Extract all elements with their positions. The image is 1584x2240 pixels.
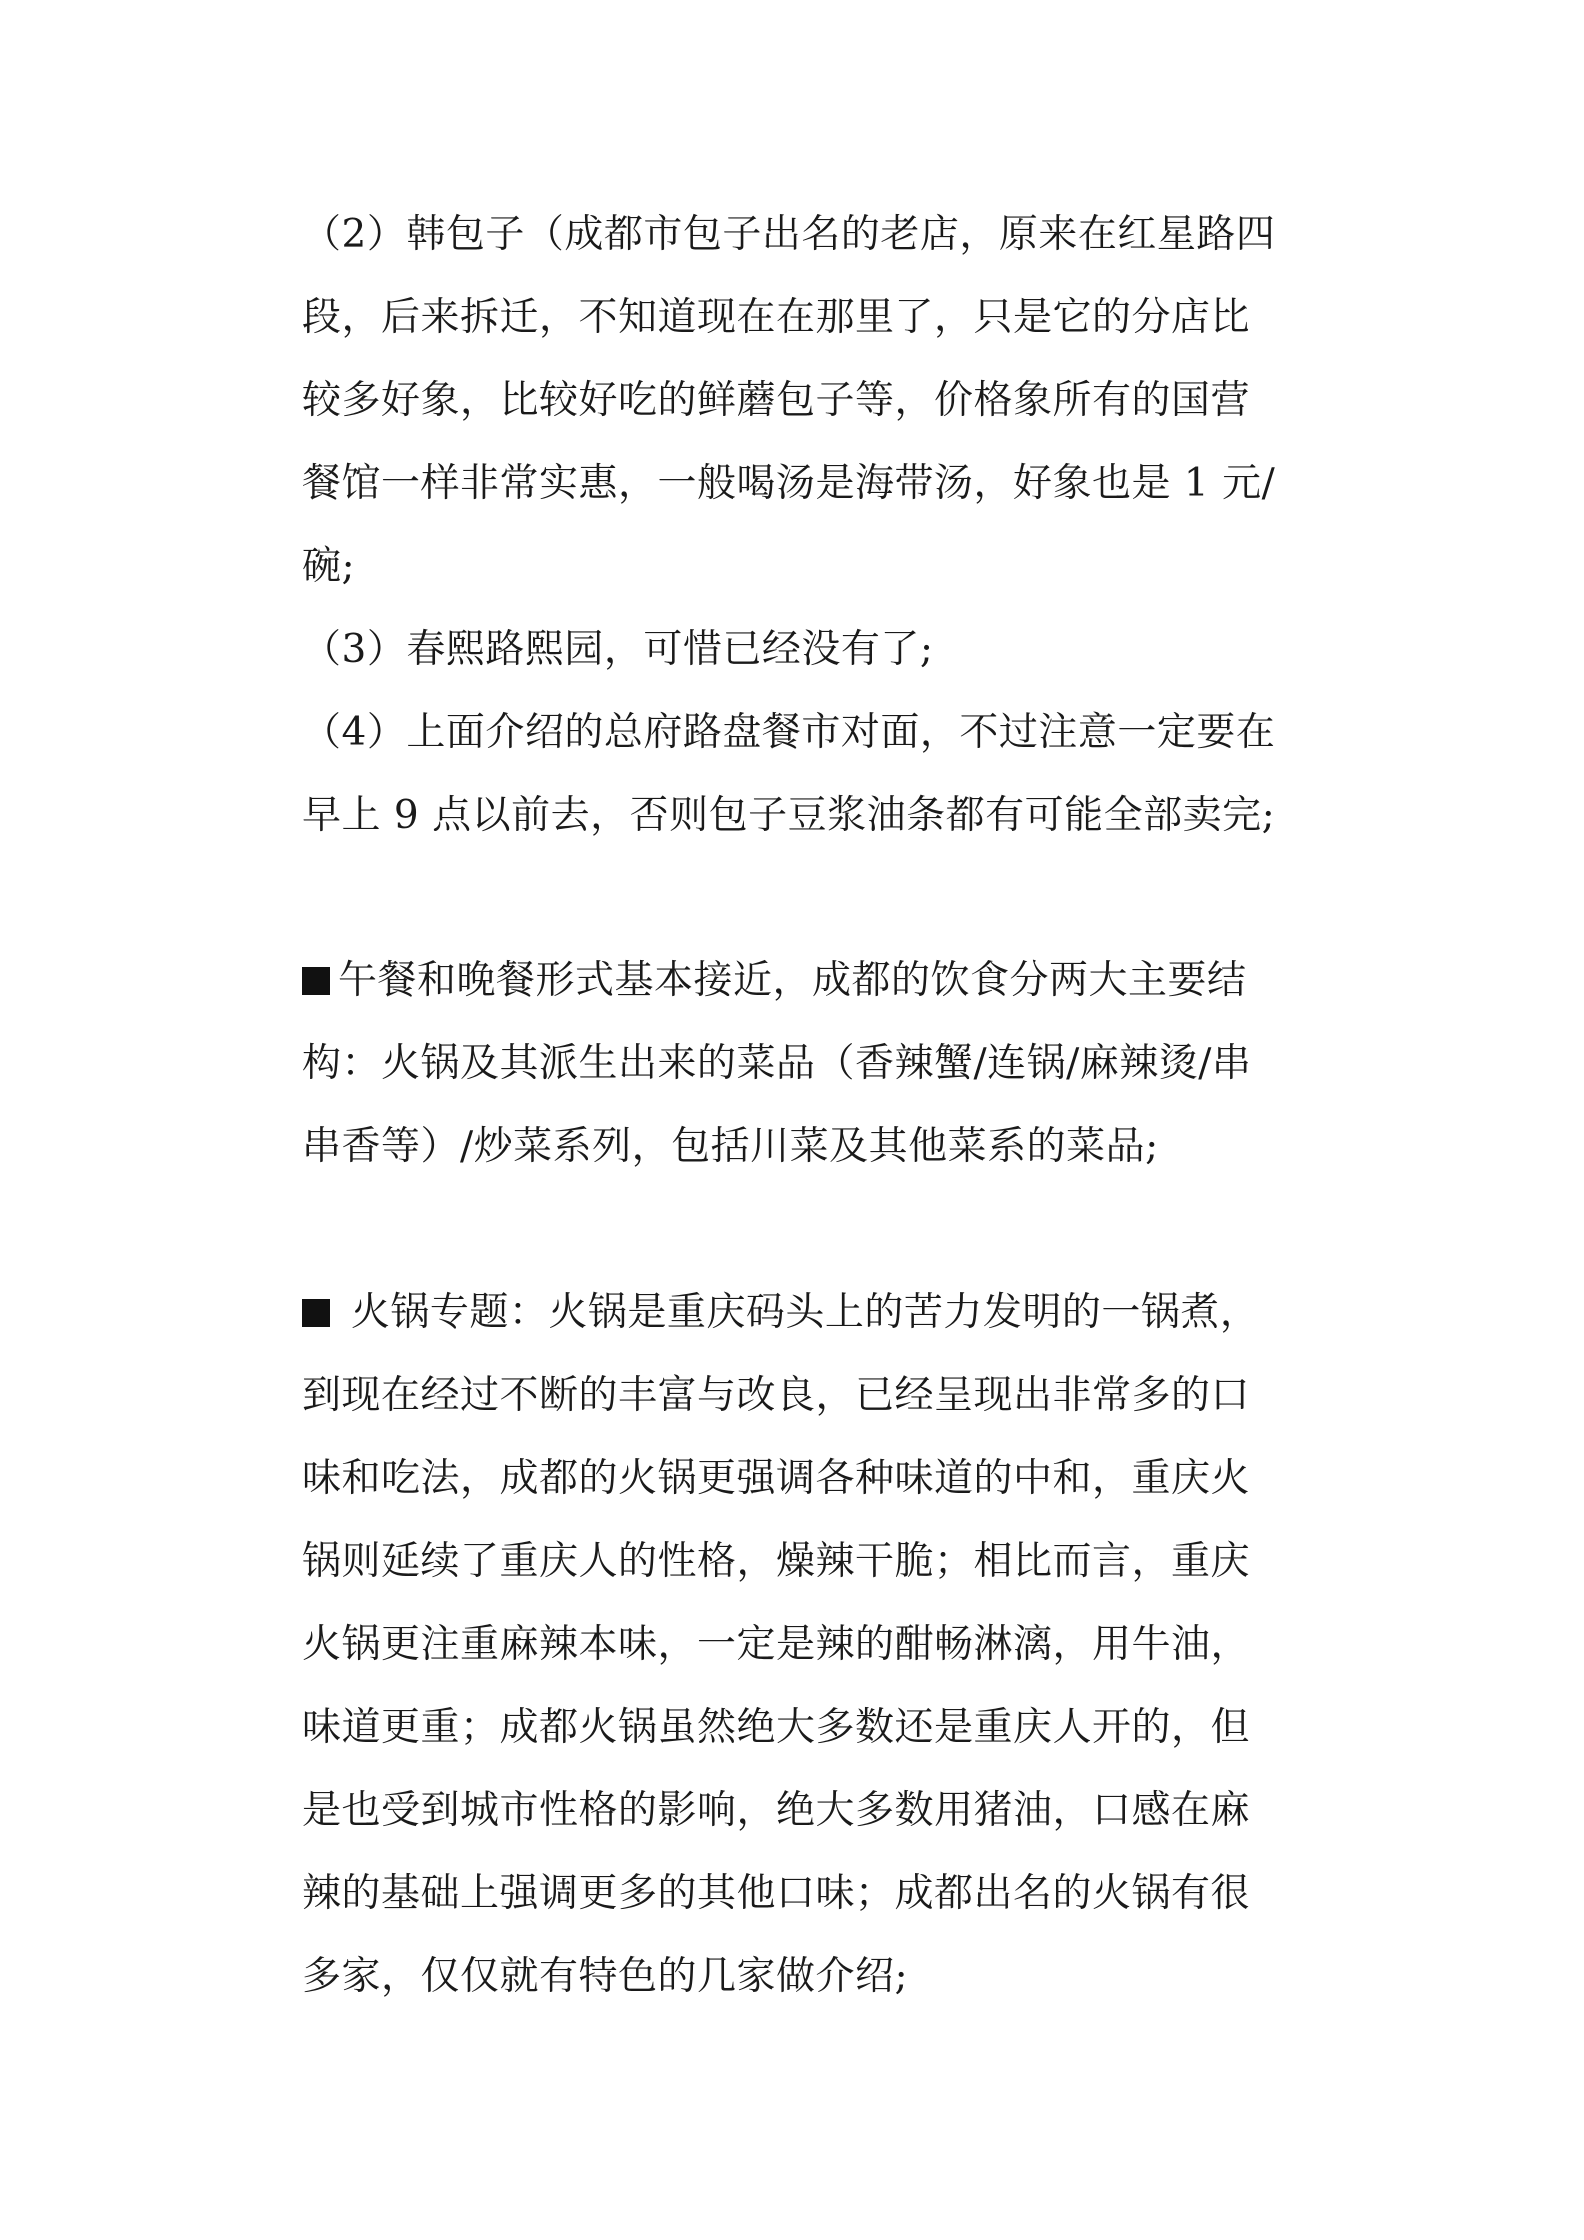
text-line: 味道更重；成都火锅虽然绝大多数还是重庆人开的，但 (302, 1705, 1251, 1750)
text-line: 早上 9 点以前去，否则包子豆浆油条都有可能全部卖完; (302, 793, 1276, 838)
paragraph-lunch-dinner (302, 939, 1342, 1188)
text-line (302, 1271, 1342, 1354)
paragraph-xiyuan (302, 608, 1342, 691)
square-bullet-icon (302, 1299, 330, 1327)
text-line: 餐馆一样非常实惠，一般喝汤是海带汤，好象也是 1 元/ (302, 461, 1276, 506)
text-line-content: 火锅专题：火锅是重庆码头上的苦力发明的一锅煮， (338, 1290, 1260, 1335)
text-line: 是也受到城市性格的影响，绝大多数用猪油，口感在麻 (302, 1788, 1251, 1833)
text-line: 碗; (302, 544, 356, 589)
text-line: 串香等）/炒菜系列，包括川菜及其他菜系的菜品; (302, 1124, 1159, 1169)
text-line: （4）上面介绍的总府路盘餐市对面，不过注意一定要在 (302, 710, 1276, 755)
square-bullet-icon (302, 967, 330, 995)
text-line: （3）春熙路熙园，可惜已经没有了; (302, 627, 934, 672)
text-line: 到现在经过不断的丰富与改良，已经呈现出非常多的口 (302, 1373, 1251, 1418)
text-line: 锅则延续了重庆人的性格，燥辣干脆；相比而言，重庆 (302, 1539, 1251, 1584)
text-line: 火锅更注重麻辣本味，一定是辣的酣畅淋漓，用牛油， (302, 1622, 1251, 1667)
text-line: 辣的基础上强调更多的其他口味；成都出名的火锅有很 (302, 1871, 1251, 1916)
text-line-content: 午餐和晚餐形式基本接近，成都的饮食分两大主要结 (338, 958, 1247, 1003)
paragraph-han-baozi (302, 193, 1342, 608)
text-line: 构：火锅及其派生出来的菜品（香辣蟹/连锅/麻辣烫/串 (302, 1041, 1252, 1086)
text-line: 味和吃法，成都的火锅更强调各种味道的中和，重庆火 (302, 1456, 1251, 1501)
text-line: 较多好象，比较好吃的鲜蘑包子等，价格象所有的国营 (302, 378, 1251, 423)
paragraph-hotpot-topic (302, 1271, 1342, 2018)
text-line: 段，后来拆迁，不知道现在在那里了，只是它的分店比 (302, 295, 1251, 340)
text-line (302, 939, 1342, 1022)
text-line: （2）韩包子（成都市包子出名的老店，原来在红星路四 (302, 212, 1276, 257)
paragraph-panchanshi (302, 691, 1342, 857)
text-line: 多家，仅仅就有特色的几家做介绍; (302, 1954, 909, 1999)
